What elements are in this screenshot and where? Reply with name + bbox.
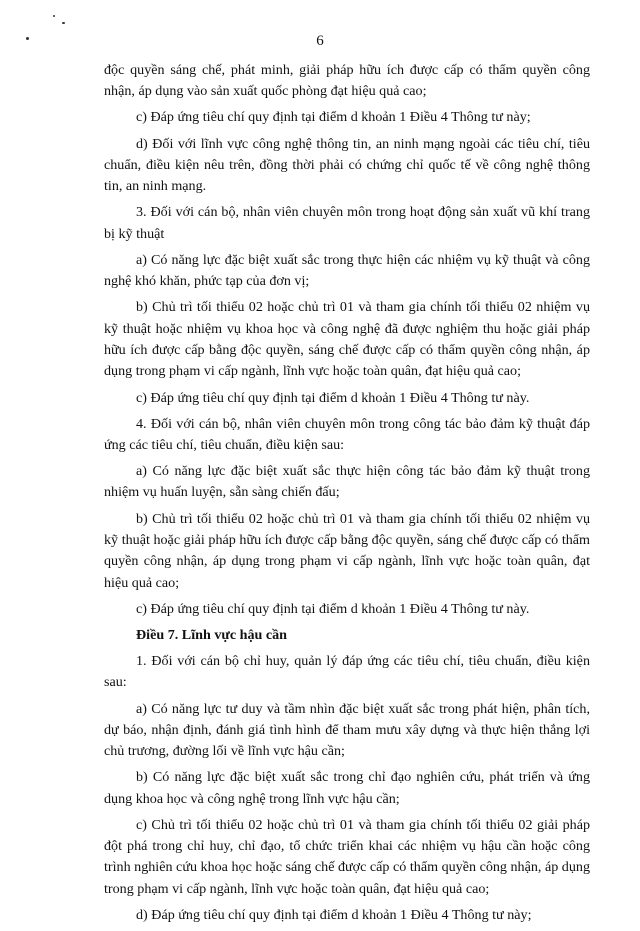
paragraph: 4. Đối với cán bộ, nhân viên chuyên môn trong công tác bảo đảm kỹ thuật đáp ứng các tiêu chí, tiêu chuẩn, điều kiện sau:	[104, 415, 590, 453]
paragraph: a) Có năng lực đặc biệt xuất sắc thực hiện công tác bảo đảm kỹ thuật trong nhiệm vụ huấn luyện, sẵn sàng chiến đấu;	[104, 463, 590, 501]
paragraph: độc quyền sáng chế, phát minh, giải pháp hữu ích được cấp có thẩm quyền công nhận, áp dụng vào sản xuất quốc phòng đạt hiệu quả cao;	[104, 62, 590, 100]
page-number: 6	[316, 33, 324, 49]
document-body	[104, 60, 590, 931]
paragraph: c) Đáp ứng tiêu chí quy định tại điểm d khoản 1 Điều 4 Thông tư này.	[136, 389, 530, 406]
paragraph: a) Có năng lực tư duy và tầm nhìn đặc biệt xuất sắc trong phát hiện, phân tích, dự báo, nhận định, đánh giá tình hình để tham mưu xây dựng và thực hiện thắng lợi chủ trương, đường lối về lĩnh vực hậu cần;	[104, 700, 590, 760]
paragraph: 3. Đối với cán bộ, nhân viên chuyên môn trong hoạt động sản xuất vũ khí trang bị kỹ thuật	[104, 204, 590, 242]
section-heading: Điều 7. Lĩnh vực hậu cần	[136, 626, 287, 643]
scan-speck	[53, 15, 55, 17]
paragraph: b) Chủ trì tối thiểu 02 hoặc chủ trì 01 và tham gia chính tối thiểu 02 nhiệm vụ kỹ thuật hoặc giải pháp hữu ích được cấp bằng độc quyền, sáng chế được cấp có thẩm quyền công nhận, áp dụng trong phạm vi cấp ngành, lĩnh vực hoặc toàn quân, đạt hiệu quả cao;	[104, 510, 590, 591]
paragraph: c) Chủ trì tối thiểu 02 hoặc chủ trì 01 và tham gia chính tối thiểu 02 giải pháp đột phá trong chỉ huy, chỉ đạo, tổ chức triển khai các nhiệm vụ hậu cần hoặc công trình nghiên cứu khoa học hoặc sáng chế được cấp có thẩm quyền công nhận, áp dụng trong phạm vi cấp ngành, lĩnh vực hoặc toàn quân, đạt hiệu quả cao;	[104, 816, 590, 897]
paragraph: d) Đối với lĩnh vực công nghệ thông tin, an ninh mạng ngoài các tiêu chí, tiêu chuẩn, điều kiện nêu trên, đồng thời phải có chứng chỉ quốc tế về công nghệ thông tin, an ninh mạng.	[104, 135, 590, 195]
paragraph: a) Có năng lực đặc biệt xuất sắc trong thực hiện các nhiệm vụ kỹ thuật và công nghệ khó khăn, phức tạp của đơn vị;	[104, 251, 590, 290]
paragraph: 1. Đối với cán bộ chỉ huy, quản lý đáp ứng các tiêu chí, tiêu chuẩn, điều kiện sau:	[104, 653, 590, 691]
scan-speck	[62, 22, 65, 24]
paragraph: d) Đáp ứng tiêu chí quy định tại điểm d khoản 1 Điều 4 Thông tư này;	[136, 906, 532, 923]
paragraph: b) Chủ trì tối thiểu 02 hoặc chủ trì 01 và tham gia chính tối thiểu 02 nhiệm vụ kỹ thuật hoặc nhiệm vụ khoa học và công nghệ đã được nghiệm thu hoặc giải pháp hữu ích được cấp bằng độc quyền, sáng chế được cấp có thẩm quyền công nhận, áp dụng trong phạm vi cấp ngành, lĩnh vực hoặc toàn quân, đạt hiệu quả cao;	[104, 299, 590, 380]
paragraph: c) Đáp ứng tiêu chí quy định tại điểm d khoản 1 Điều 4 Thông tư này.	[136, 600, 530, 617]
paragraph: c) Đáp ứng tiêu chí quy định tại điểm d khoản 1 Điều 4 Thông tư này;	[136, 109, 531, 126]
paragraph: b) Có năng lực đặc biệt xuất sắc trong chỉ đạo nghiên cứu, phát triển và ứng dụng khoa học và công nghệ trong lĩnh vực hậu cần;	[104, 769, 590, 807]
